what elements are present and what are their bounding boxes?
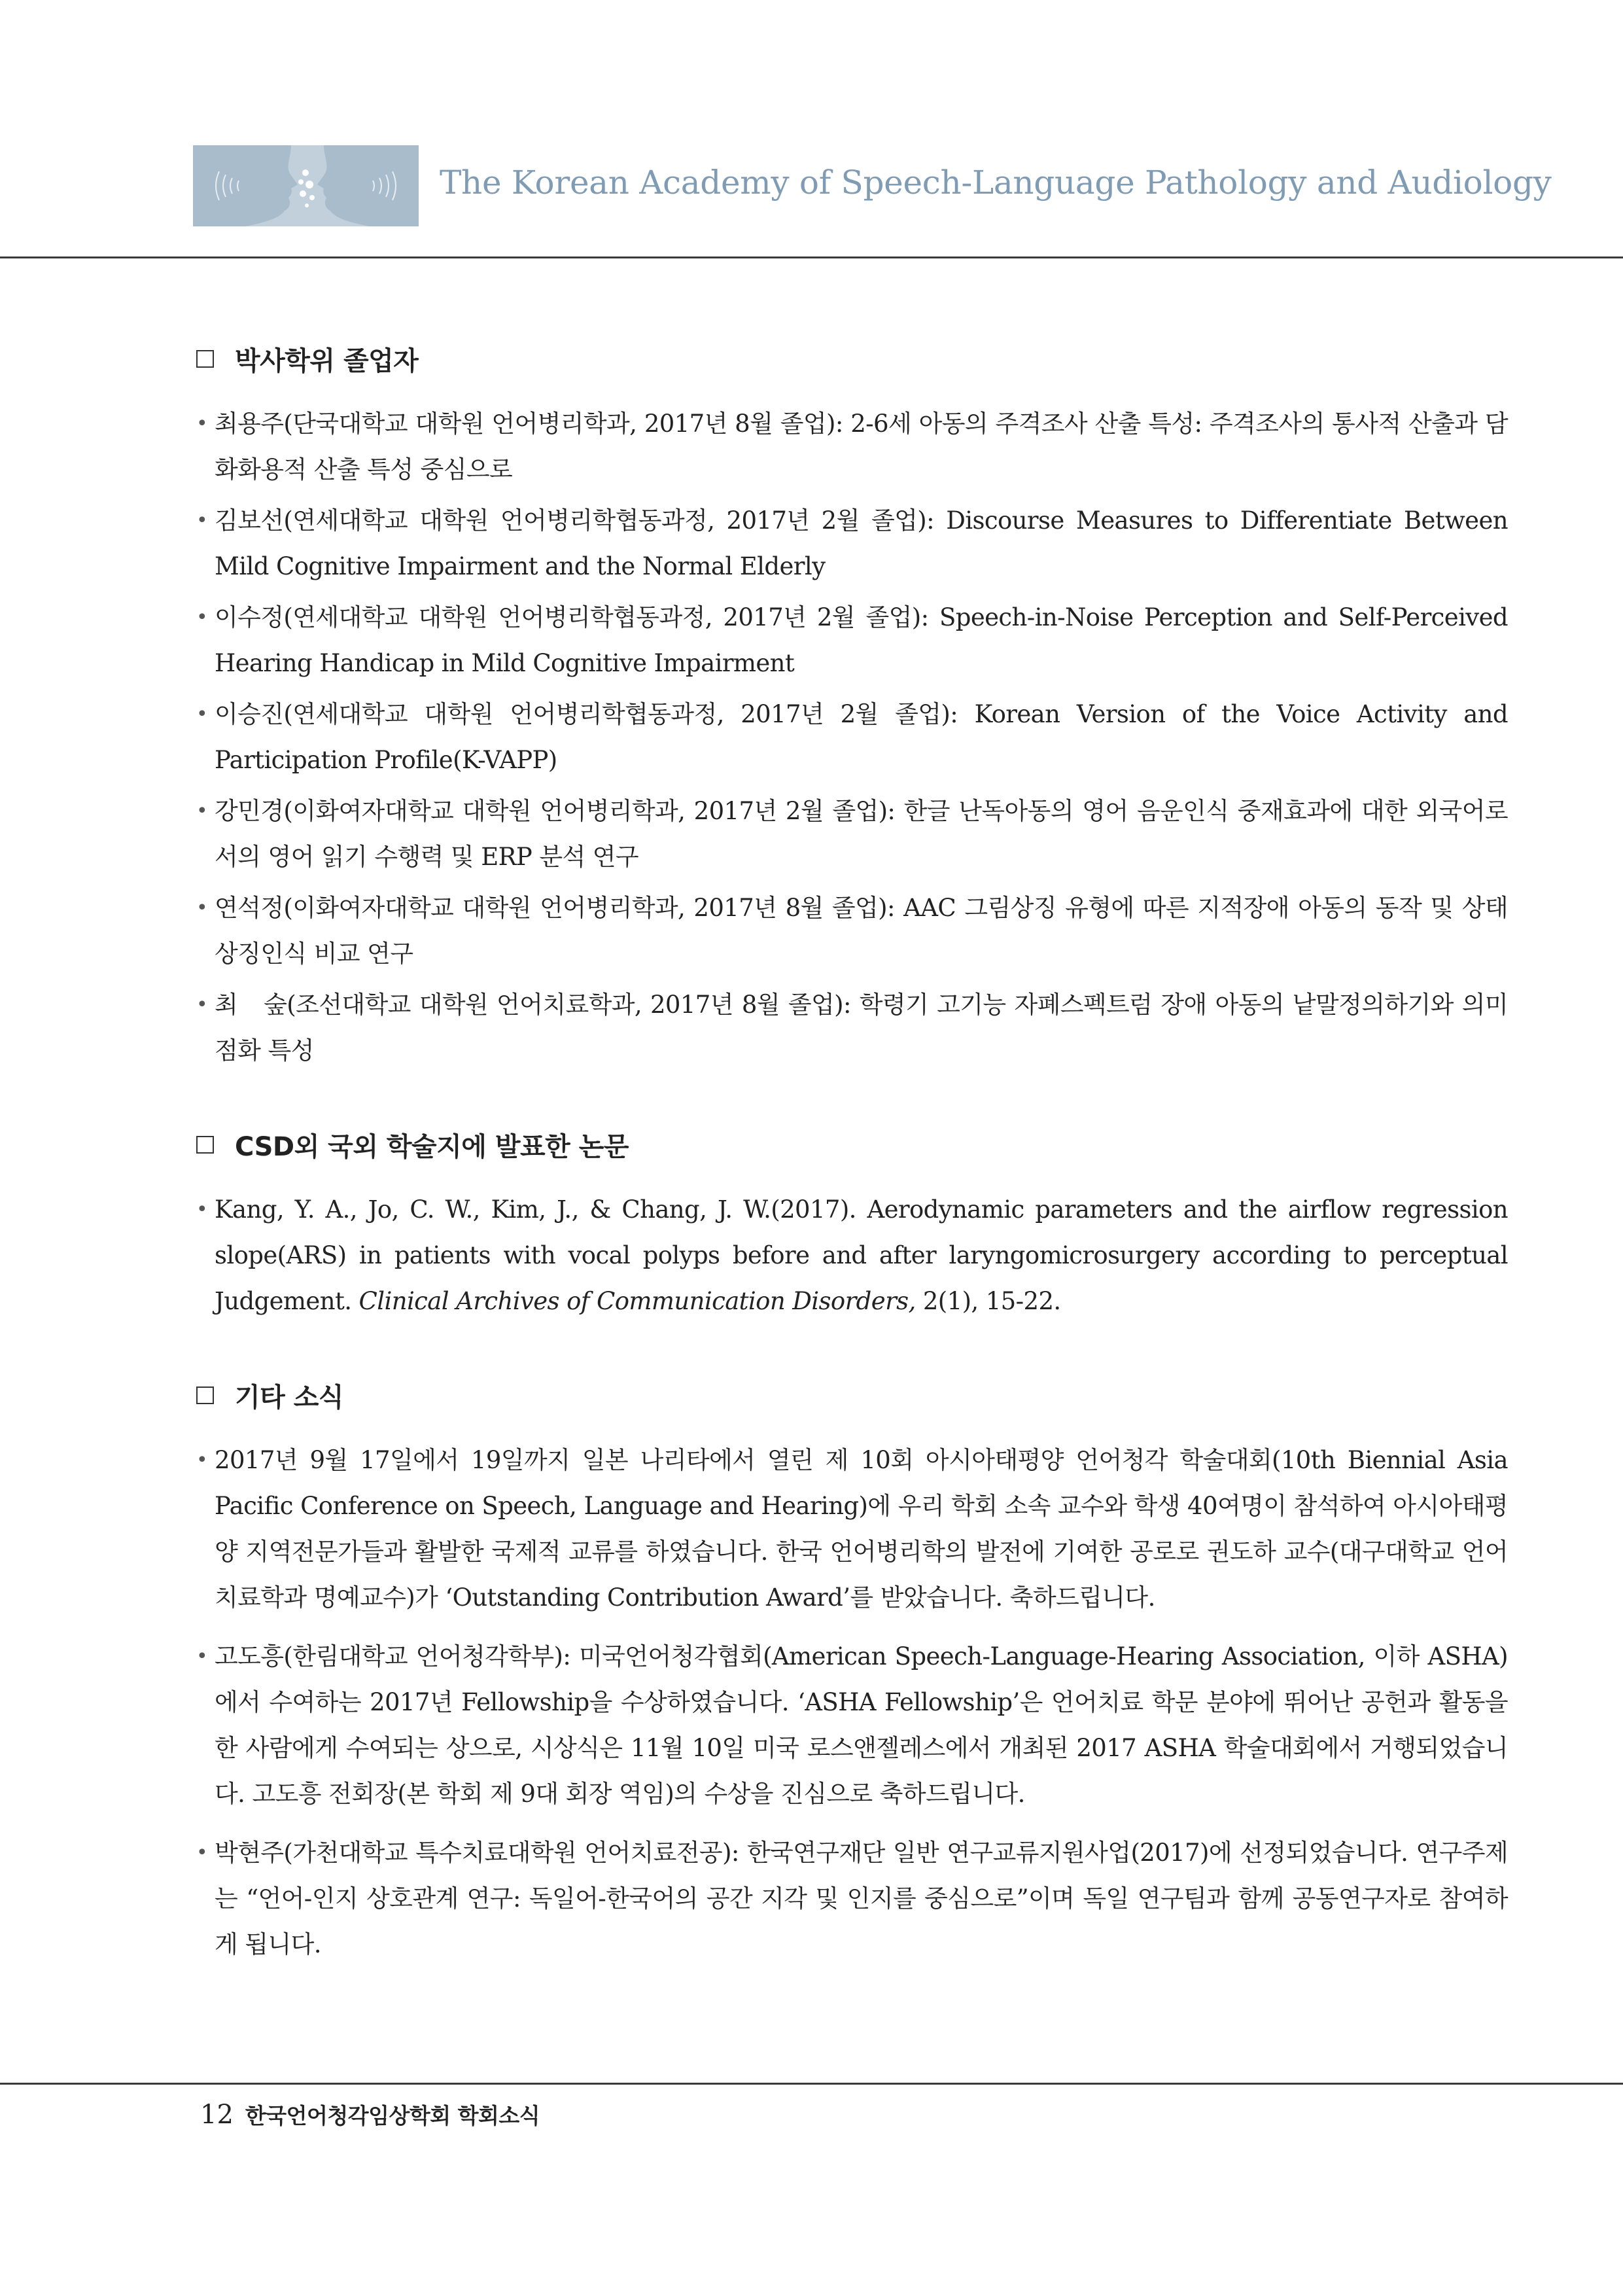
list-item-text: 박현주(가천대학교 특수치료대학원 언어치료전공): 한국연구재단 일반 연구교류지원사업(2017)에 선정되었습니다. 연구주제는 “언어-인지 상호관계 연구: 독일어-한국어의 공간 지각 및 인지를 중심으로”이며 독일 연구팀과 함께 공동연구자로 참여하게 됩니다. xyxy=(215,1839,1508,1958)
list-item-text: 최용주(단국대학교 대학원 언어병리학과, 2017년 8월 졸업): 2-6세 아동의 주격조사 산출 특성: 주격조사의 통사적 산출과 담화화용적 산출 특성 중심으로 xyxy=(215,410,1508,484)
section-heading xyxy=(196,340,1508,378)
journal-name: Clinical Archives of Communication Disorders, xyxy=(358,1287,916,1315)
speaking-faces-logo-icon xyxy=(193,145,419,226)
list-item-text: 2017년 9월 17일에서 19일까지 일본 나리타에서 열린 제 10회 아시아태평양 언어청각 학술대회(10th Biennial Asia Pacific Conference on Speech, Language and Hearing)에 우리 학회 소속 교수와 학생 40여명이 참석하여 아시아태평양 지역전문가들과 활발한 국제적 교류를 하였습니다. 한국 언어병리학의 발전에 기여한 공로로 권도하 교수(대구대학교 언어치료학과 명예교수)가 ‘Outstanding Contribution Award’를 받았습니다. 축하드립니다. xyxy=(215,1446,1508,1612)
list-item-text: 연석정(이화여자대학교 대학원 언어병리학과, 2017년 8월 졸업): AAC 그림상징 유형에 따른 지적장애 아동의 동작 및 상태 상징인식 비교 연구 xyxy=(215,894,1508,968)
list-item xyxy=(196,982,1508,1074)
list-item-text: 강민경(이화여자대학교 대학원 언어병리학과, 2017년 2월 졸업): 한글 난독아동의 영어 음운인식 중재효과에 대한 외국어로서의 영어 읽기 수행력 및 ERP 분석 연구 xyxy=(215,797,1508,871)
list-item xyxy=(196,498,1508,590)
header-title: The Korean Academy of Speech-Language Pathology and Audiology xyxy=(440,164,1552,202)
list-item xyxy=(196,401,1508,493)
checkbox-icon xyxy=(196,1386,214,1404)
section-international-papers xyxy=(196,1126,1508,1324)
section-heading-text: 박사학위 졸업자 xyxy=(235,346,419,376)
list-item xyxy=(196,1634,1508,1817)
section-heading-text: CSD외 국외 학술지에 발표한 논문 xyxy=(235,1132,629,1162)
paper-citation xyxy=(196,1187,1508,1324)
section-heading-text: 기타 소식 xyxy=(235,1383,343,1413)
bullet-icon: • xyxy=(196,800,208,822)
bullet-icon: • xyxy=(196,1645,208,1668)
bullet-icon: • xyxy=(196,1449,208,1472)
list-item-text: 고도흥(한림대학교 언어청각학부): 미국언어청각협회(American Speech-Language-Hearing Association, 이하 ASHA)에서 수여하는 2017년 Fellowship을 수상하였습니다. ‘ASHA Fellowship’은 언어치료 학문 분야에 뛰어난 공헌과 활동을 한 사람에게 수여되는 상으로, 시상식은 11월 10일 미국 로스앤젤레스에서 개최된 2017 ASHA 학술대회에서 거행되었습니다. 고도흥 전회장(본 학회 제 9대 회장 역임)의 수상을 진심으로 축하드립니다. xyxy=(215,1642,1508,1808)
bullet-icon: • xyxy=(196,1841,208,1864)
journal-details: 2(1), 15-22. xyxy=(915,1287,1061,1315)
section-other-news xyxy=(196,1377,1508,1968)
page-content xyxy=(196,340,1508,2020)
bullet-icon: • xyxy=(196,606,208,629)
bullet-icon: • xyxy=(196,509,208,532)
section-doctoral-graduates xyxy=(196,340,1508,1074)
footer-text: 한국언어청각임상학회 학회소식 xyxy=(245,2103,540,2128)
bullet-icon: • xyxy=(196,896,208,919)
bullet-icon: • xyxy=(196,412,208,435)
footer xyxy=(200,2099,540,2130)
academy-logo xyxy=(193,145,419,226)
page-number: 12 xyxy=(200,2100,234,2130)
footer-divider xyxy=(0,2083,1623,2085)
header-divider xyxy=(0,256,1623,258)
citation-text: Kang, Y. A., Jo, C. W., Kim, J., & Chang, J. W.(2017). Aerodynamic parameters and the airflow regression slope(ARS) in patients with vocal polyps before and after laryngomicrosurgery according to perceptual Judgement. xyxy=(215,1195,1508,1315)
checkbox-icon xyxy=(196,350,214,368)
list-item-text: 이승진(연세대학교 대학원 언어병리학협동과정, 2017년 2월 졸업): Korean Version of the Voice Activity and Participation Profile(K-VAPP) xyxy=(215,700,1508,774)
list-item xyxy=(196,595,1508,686)
section-heading xyxy=(196,1377,1508,1414)
bullet-icon: • xyxy=(196,1198,208,1221)
bullet-icon: • xyxy=(196,703,208,726)
list-item xyxy=(196,1830,1508,1968)
list-item-text: 최 숲(조선대학교 대학원 언어치료학과, 2017년 8월 졸업): 학령기 고기능 자폐스펙트럼 장애 아동의 낱말정의하기와 의미점화 특성 xyxy=(215,991,1508,1065)
list-item xyxy=(196,885,1508,977)
list-item xyxy=(196,788,1508,880)
bullet-icon: • xyxy=(196,993,208,1016)
section-heading xyxy=(196,1126,1508,1163)
list-item xyxy=(196,692,1508,783)
list-item xyxy=(196,1438,1508,1621)
list-item-text: 이수정(연세대학교 대학원 언어병리학협동과정, 2017년 2월 졸업): Speech-in-Noise Perception and Self-Perceived Hearing Handicap in Mild Cognitive Impairment xyxy=(215,603,1508,677)
list-item-text: 김보선(연세대학교 대학원 언어병리학협동과정, 2017년 2월 졸업): Discourse Measures to Differentiate Between Mild Cognitive Impairment and the Normal Elderly xyxy=(215,506,1508,580)
checkbox-icon xyxy=(196,1136,214,1154)
